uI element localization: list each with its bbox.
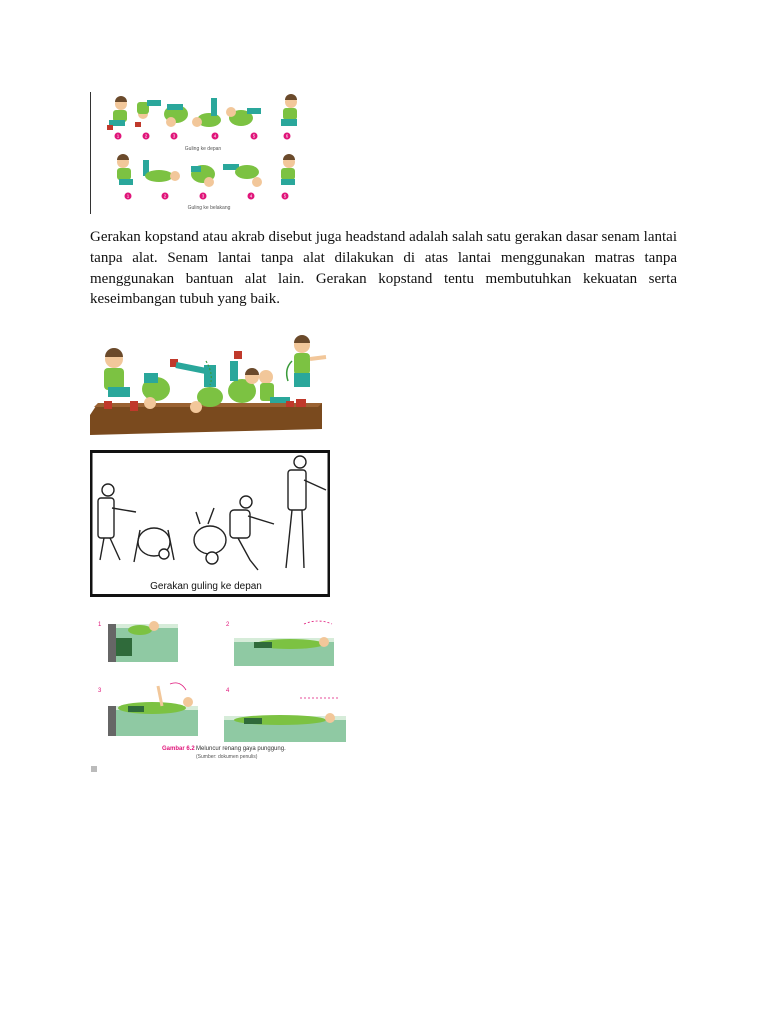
step-number: 5 xyxy=(283,193,287,199)
figure-bottom-3 xyxy=(191,165,215,187)
mat xyxy=(90,403,322,435)
panel-1 xyxy=(108,621,178,662)
roll-on-mat-illustration xyxy=(90,321,330,437)
panel-4 xyxy=(224,698,346,742)
figure-bottom-5 xyxy=(281,154,295,185)
figure-top-2 xyxy=(135,100,161,127)
figure-caption: Gerakan guling ke depan xyxy=(150,581,262,592)
figure-stand-up xyxy=(287,335,326,407)
figure-bottom-1 xyxy=(117,154,133,185)
backstroke-glide-figure xyxy=(90,610,346,774)
forward-backward-roll-figure xyxy=(90,92,313,214)
panel-number: 3 xyxy=(98,688,102,694)
panel-number: 1 xyxy=(98,622,102,628)
step-number: 2 xyxy=(144,133,148,139)
step-number: 1 xyxy=(126,193,130,199)
figure-top-6 xyxy=(281,94,297,126)
caption-source: (Sumber: dokumen penulis) xyxy=(196,754,258,760)
caption-label: Gambar 6.2 xyxy=(162,746,195,752)
panel-number: 4 xyxy=(226,688,230,694)
figure-roll xyxy=(228,351,259,403)
line-drawing-roll-figure xyxy=(90,450,330,598)
line-drawing-illustration xyxy=(90,450,330,598)
panel-2 xyxy=(234,621,334,666)
top-caption: Guling ke depan xyxy=(184,146,222,152)
caption-text: Meluncur renang gaya punggung. xyxy=(196,746,286,752)
swimming-illustration xyxy=(90,610,346,774)
roll-sequence-illustration xyxy=(91,92,313,214)
figure-top-5 xyxy=(226,107,261,126)
figure-squat xyxy=(104,348,130,409)
figure-bottom-2 xyxy=(143,160,180,182)
figure-top-3 xyxy=(164,104,188,127)
bottom-caption: Guling ke belakang xyxy=(187,205,231,211)
step-number: 2 xyxy=(163,193,167,199)
figure-bottom-4 xyxy=(223,164,262,187)
step-number: 3 xyxy=(172,133,176,139)
figure-top-1 xyxy=(107,96,127,130)
step-number: 3 xyxy=(201,193,205,199)
colored-roll-figure xyxy=(90,321,330,437)
step-number: 1 xyxy=(116,133,120,139)
panel-3 xyxy=(108,683,198,736)
step-number: 5 xyxy=(252,133,256,139)
step-number: 6 xyxy=(285,133,289,139)
step-number: 4 xyxy=(249,193,253,199)
figure-top-4 xyxy=(192,98,221,127)
page-corner-mark xyxy=(91,766,97,772)
body-paragraph: Gerakan kopstand atau akrab disebut juga headstand adalah salah satu gerakan dasar senam lantai tanpa alat. Senam lantai tanpa alat dilakukan di atas lantai menggunakan matras tanpa menggunakan bantuan alat lain. Gerakan kopstand tentu membutuhkan kekuatan serta keseimbangan tubuh yang baik. xyxy=(90,229,677,308)
step-number: 4 xyxy=(213,133,217,139)
panel-number: 2 xyxy=(226,622,230,628)
figure-sitting xyxy=(259,370,294,407)
